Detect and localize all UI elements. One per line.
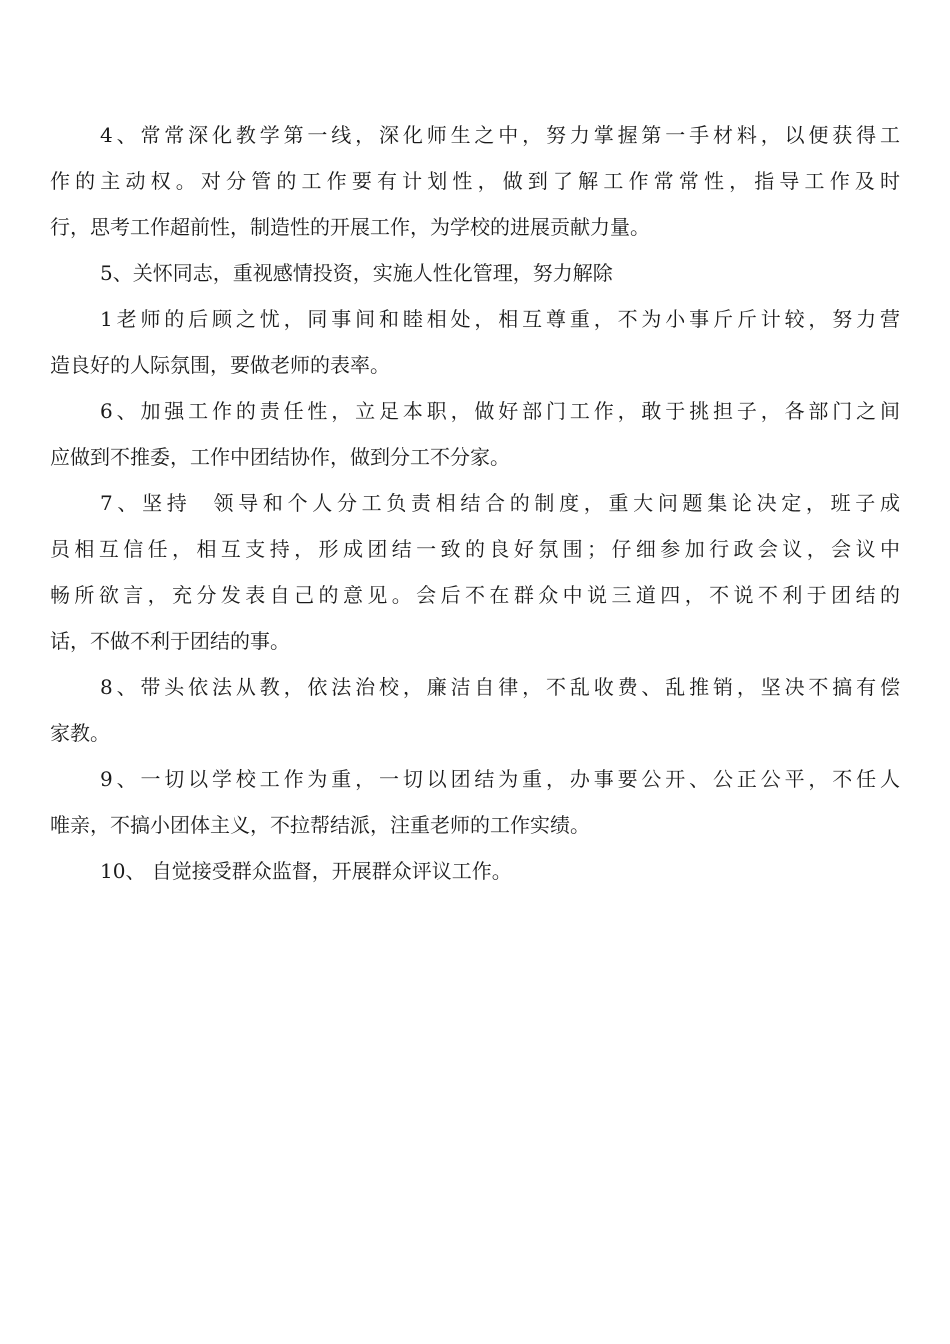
paragraph-line: 6、加强工作的责任性，立足本职，做好部门工作，敢于挑担子，各部门之间 [100,399,900,423]
paragraph-line: 8、带头依法从教，依法治校，廉洁自律，不乱收费、乱推销，坚决不搞有偿 [100,675,900,699]
paragraph-line: 作的主动权。对分管的工作要有计划性，做到了解工作常常性，指导工作及时 [50,169,900,193]
paragraph-5 [50,250,900,296]
paragraph-6 [50,388,900,480]
paragraph-10 [50,848,900,894]
document-body [50,112,900,894]
paragraph-line: 5、关怀同志，重视感情投资，实施人性化管理，努力解除 [100,261,613,285]
paragraph-line: 7、坚持 领导和个人分工负责相结合的制度，重大问题集论决定，班子成 [100,491,900,515]
paragraph-line: 1老师的后顾之忧，同事间和睦相处，相互尊重，不为小事斤斤计较，努力营 [100,307,900,331]
paragraph-line: 4、常常深化教学第一线，深化师生之中，努力掌握第一手材料，以便获得工 [100,123,900,147]
paragraph-4 [50,112,900,250]
paragraph-line: 唯亲，不搞小团体主义，不拉帮结派，注重老师的工作实绩。 [50,813,590,837]
paragraph-line: 畅所欲言，充分发表自己的意见。会后不在群众中说三道四，不说不利于团结的 [50,583,900,607]
paragraph-line: 应做到不推委，工作中团结协作，做到分工不分家。 [50,445,510,469]
paragraph-line: 员相互信任，相互支持，形成团结一致的良好氛围；仔细参加行政会议，会议中 [50,537,900,561]
paragraph-line: 家教。 [50,721,110,745]
paragraph-line: 9、一切以学校工作为重，一切以团结为重，办事要公开、公正公平，不任人 [100,767,900,791]
paragraph-line: 造良好的人际氛围，要做老师的表率。 [50,353,390,377]
paragraph-line: 行，思考工作超前性，制造性的开展工作，为学校的进展贡献力量。 [50,215,650,239]
paragraph-line: 话，不做不利于团结的事。 [50,629,290,653]
paragraph-line: 10、 自觉接受群众监督，开展群众评议工作。 [100,859,512,883]
paragraph-8 [50,664,900,756]
paragraph-5-continued [50,296,900,388]
paragraph-9 [50,756,900,848]
paragraph-7 [50,480,900,664]
